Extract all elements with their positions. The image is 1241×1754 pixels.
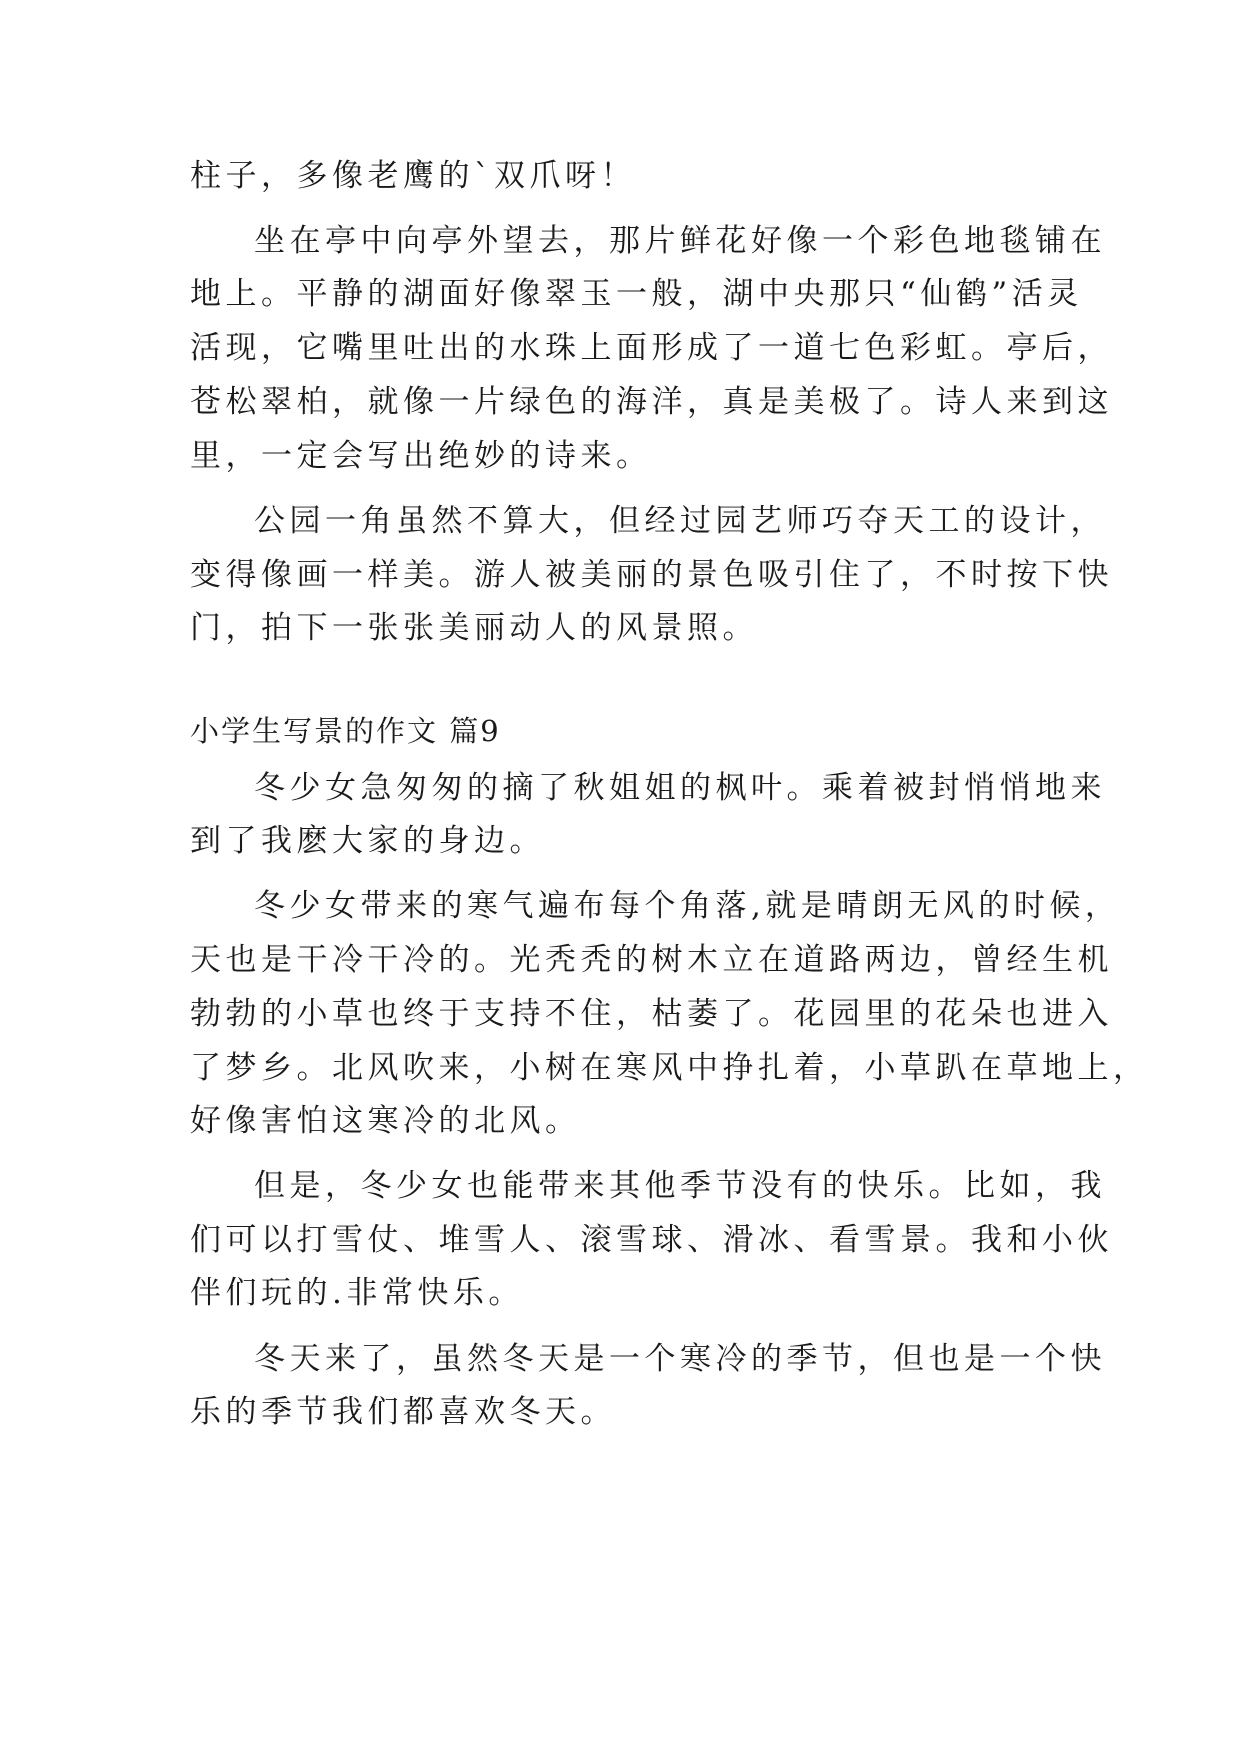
paragraph-line: 公园一角虽然不算大，但经过园艺师巧夺天工的设计，: [254, 503, 1106, 539]
paragraph-line: 勃勃的小草也终于支持不住，枯萎了。花园里的花朵也进入: [190, 996, 1113, 1032]
paragraph-line: 乐的季节我们都喜欢冬天。: [190, 1394, 616, 1430]
paragraph-line: 苍松翠柏，就像一片绿色的海洋，真是美极了。诗人来到这: [190, 384, 1113, 420]
paragraph-line: 变得像画一样美。游人被美丽的景色吸引住了，不时按下快: [190, 557, 1113, 593]
paragraph-line: 天也是干冷干冷的。光秃秃的树木立在道路两边，曾经生机: [190, 942, 1113, 978]
paragraph-line: 冬少女带来的寒气遍布每个角落,就是晴朗无风的时候，: [254, 888, 1121, 924]
paragraph-line: 冬少女急匆匆的摘了秋姐姐的枫叶。乘着被封悄悄地来: [254, 770, 1106, 806]
paragraph-line: 地上。平静的湖面好像翠玉一般，湖中央那只“仙鹤”活灵: [190, 276, 1083, 312]
paragraph-line: 柱子，多像老鹰的`双爪呀！: [190, 158, 636, 194]
paragraph-line: 门，拍下一张张美丽动人的风景照。: [190, 610, 758, 646]
paragraph-line: 冬天来了，虽然冬天是一个寒冷的季节，但也是一个快: [254, 1341, 1106, 1377]
paragraph-line: 伴们玩的.非常快乐。: [190, 1275, 524, 1311]
paragraph-line: 里，一定会写出绝妙的诗来。: [190, 438, 652, 474]
paragraph-line: 了梦乡。北风吹来，小树在寒风中挣扎着，小草趴在草地上，: [190, 1050, 1149, 1086]
paragraph-line: 但是，冬少女也能带来其他季节没有的快乐。比如，我: [254, 1168, 1106, 1204]
paragraph-line: 到了我麽大家的身边。: [190, 823, 545, 859]
paragraph-line: 好像害怕这寒冷的北风。: [190, 1103, 581, 1139]
paragraph-line: 坐在亭中向亭外望去，那片鲜花好像一个彩色地毯铺在: [254, 223, 1106, 259]
paragraph-line: 们可以打雪仗、堆雪人、滚雪球、滑冰、看雪景。我和小伙: [190, 1222, 1113, 1258]
paragraph-line: 活现，它嘴里吐出的水珠上面形成了一道七色彩虹。亭后，: [190, 330, 1113, 366]
section-heading: 小学生写景的作文 篇9: [190, 714, 501, 748]
